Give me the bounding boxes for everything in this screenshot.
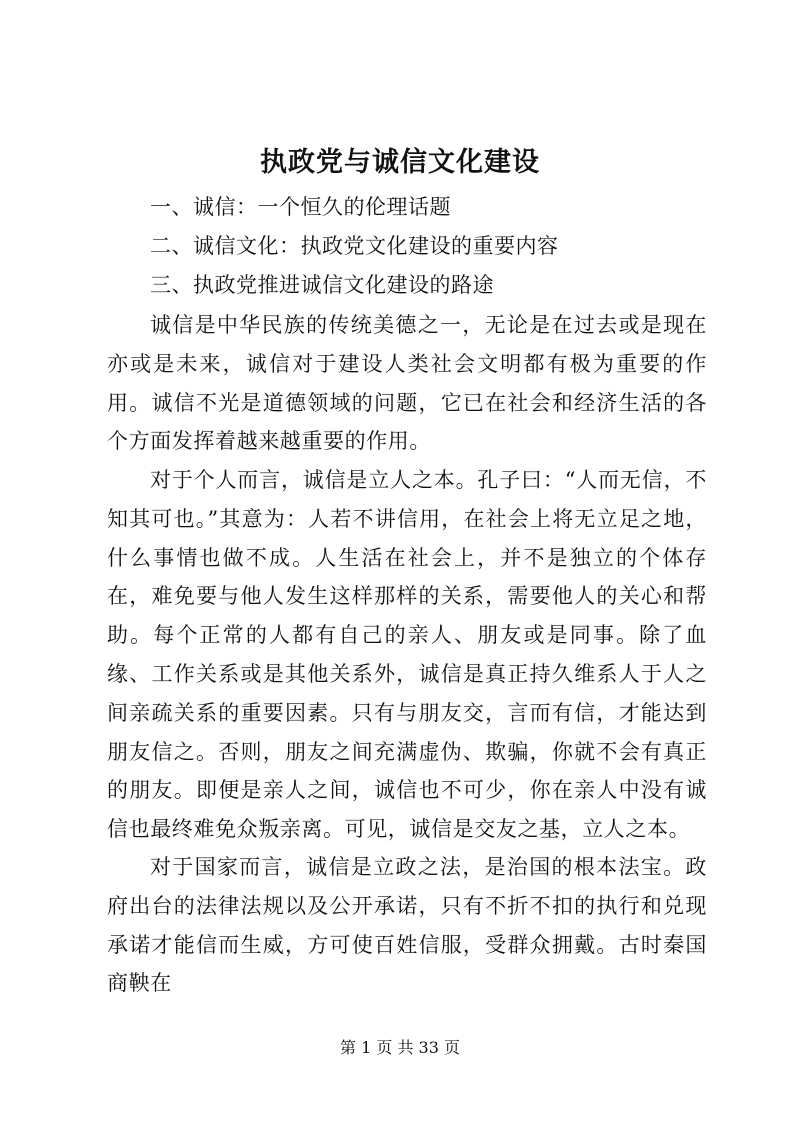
outline-item-2: 二、诚信文化：执政党文化建设的重要内容: [150, 234, 559, 258]
body-paragraph-3: 对于国家而言，诚信是立政之法，是治国的根本法宝。政府出台的法律法规以及公开承诺，只有不折不扣的执行和兑现承诺才能信而生威，方可使百姓信服，受群众拥戴。古时秦国商鞅在: [107, 855, 707, 996]
outline-item-3: 三、执政党推进诚信文化建设的路途: [150, 273, 494, 297]
body-paragraph-1: 诚信是中华民族的传统美德之一，无论是在过去或是现在亦或是未来，诚信对于建设人类社会文明都有极为重要的作用。诚信不光是道德领域的问题，它已在社会和经济生活的各个方面发挥着越来越重要的作用。: [107, 313, 707, 454]
body-paragraph-2: 对于个人而言，诚信是立人之本。孔子曰：“人而无信，不知其可也。”其意为：人若不讲信用，在社会上将无立足之地，什么事情也做不成。人生活在社会上，并不是独立的个体存在，难免要与他人发生这样那样的关系，需要他人的关心和帮助。每个正常的人都有自己的亲人、朋友或是同事。除了血缘、工作关系或是其他关系外，诚信是真正持久维系人于人之间亲疏关系的重要因素。只有与朋友交，言而有信，才能达到朋友信之。否则，朋友之间充满虚伪、欺骗，你就不会有真正的朋友。即便是亲人之间，诚信也不可少，你在亲人中没有诚信也最终难免众叛亲离。可见，诚信是交友之基，立人之本。: [107, 468, 707, 842]
page-number-footer: 第 1 页 共 33 页: [340, 1038, 460, 1057]
document-title: 执政党与诚信文化建设: [260, 147, 540, 178]
outline-item-1: 一、诚信：一个恒久的伦理话题: [150, 195, 451, 219]
